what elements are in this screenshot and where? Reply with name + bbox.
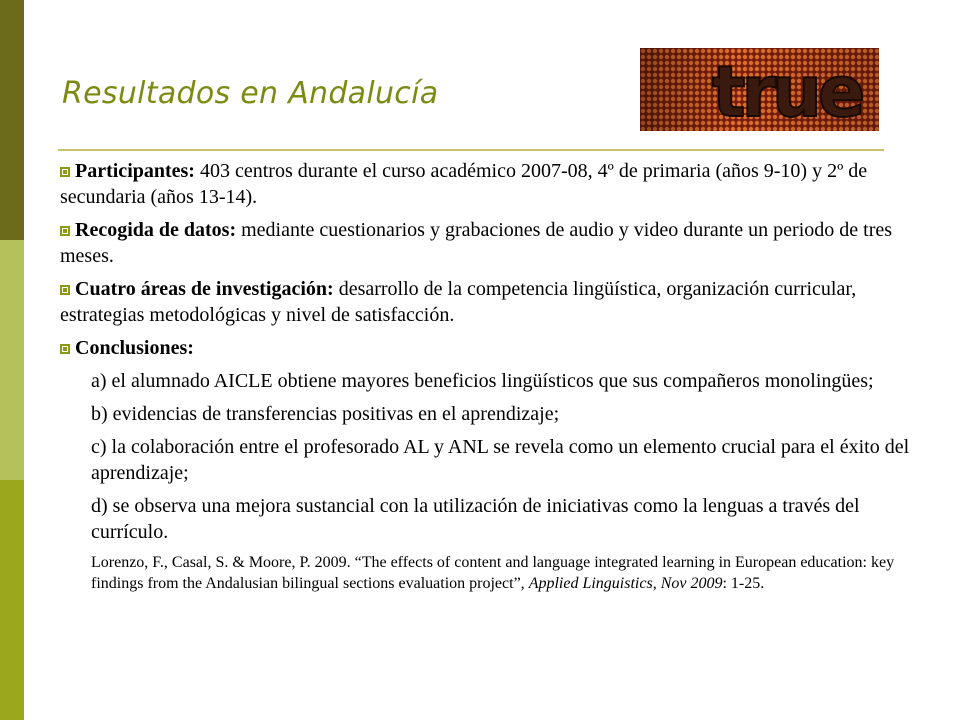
conclusion-c: c) la colaboración entre el profesorado AL y ANL se revela como un elemento crucial para el éxito del aprendizaje; [91, 436, 910, 484]
side-bar-top [0, 0, 24, 240]
slide-body [60, 158, 910, 594]
bullet-square-icon [60, 285, 70, 295]
slide-title: Resultados en Andalucía [62, 76, 439, 111]
logo-lettering: true [712, 51, 862, 131]
bullet-conclusions: Conclusiones: [60, 335, 910, 361]
true-logo-image [640, 48, 879, 131]
conclusion-a: a) el alumnado AICLE obtiene mayores beneficios lingüísticos que sus compañeros monolingües; [91, 370, 874, 392]
reference-citation: Lorenzo, F., Casal, S. & Moore, P. 2009. “The effects of content and language integrated learning in European education: key findings from the Andalusian bilingual sections evaluation project”, Applied Linguistics, Nov 2009: 1-25. [91, 554, 895, 592]
side-bar-middle [0, 240, 24, 480]
side-bar-bottom [0, 480, 24, 720]
bullet-square-icon [60, 344, 70, 354]
bullet-square-icon [60, 226, 70, 236]
conclusion-b: b) evidencias de transferencias positivas en el aprendizaje; [91, 403, 560, 425]
bullet-data-collection: Recogida de datos: mediante cuestionarios y grabaciones de audio y video durante un periodo de tres meses. [60, 219, 893, 267]
bullet-research-areas: Cuatro áreas de investigación: desarrollo de la competencia lingüística, organización curricular, estrategias metodológicas y nivel de satisfacción. [60, 278, 857, 326]
title-divider [58, 149, 884, 151]
conclusion-d: d) se observa una mejora sustancial con la utilización de iniciativas como la lenguas a través del currículo. [91, 495, 860, 543]
bullet-participants: Participantes: 403 centros durante el curso académico 2007-08, 4º de primaria (años 9-10) y 2º de secundaria (años 13-14). [60, 160, 868, 208]
journal-name: Applied Linguistics, Nov 2009 [528, 575, 723, 592]
bullet-square-icon [60, 167, 70, 177]
